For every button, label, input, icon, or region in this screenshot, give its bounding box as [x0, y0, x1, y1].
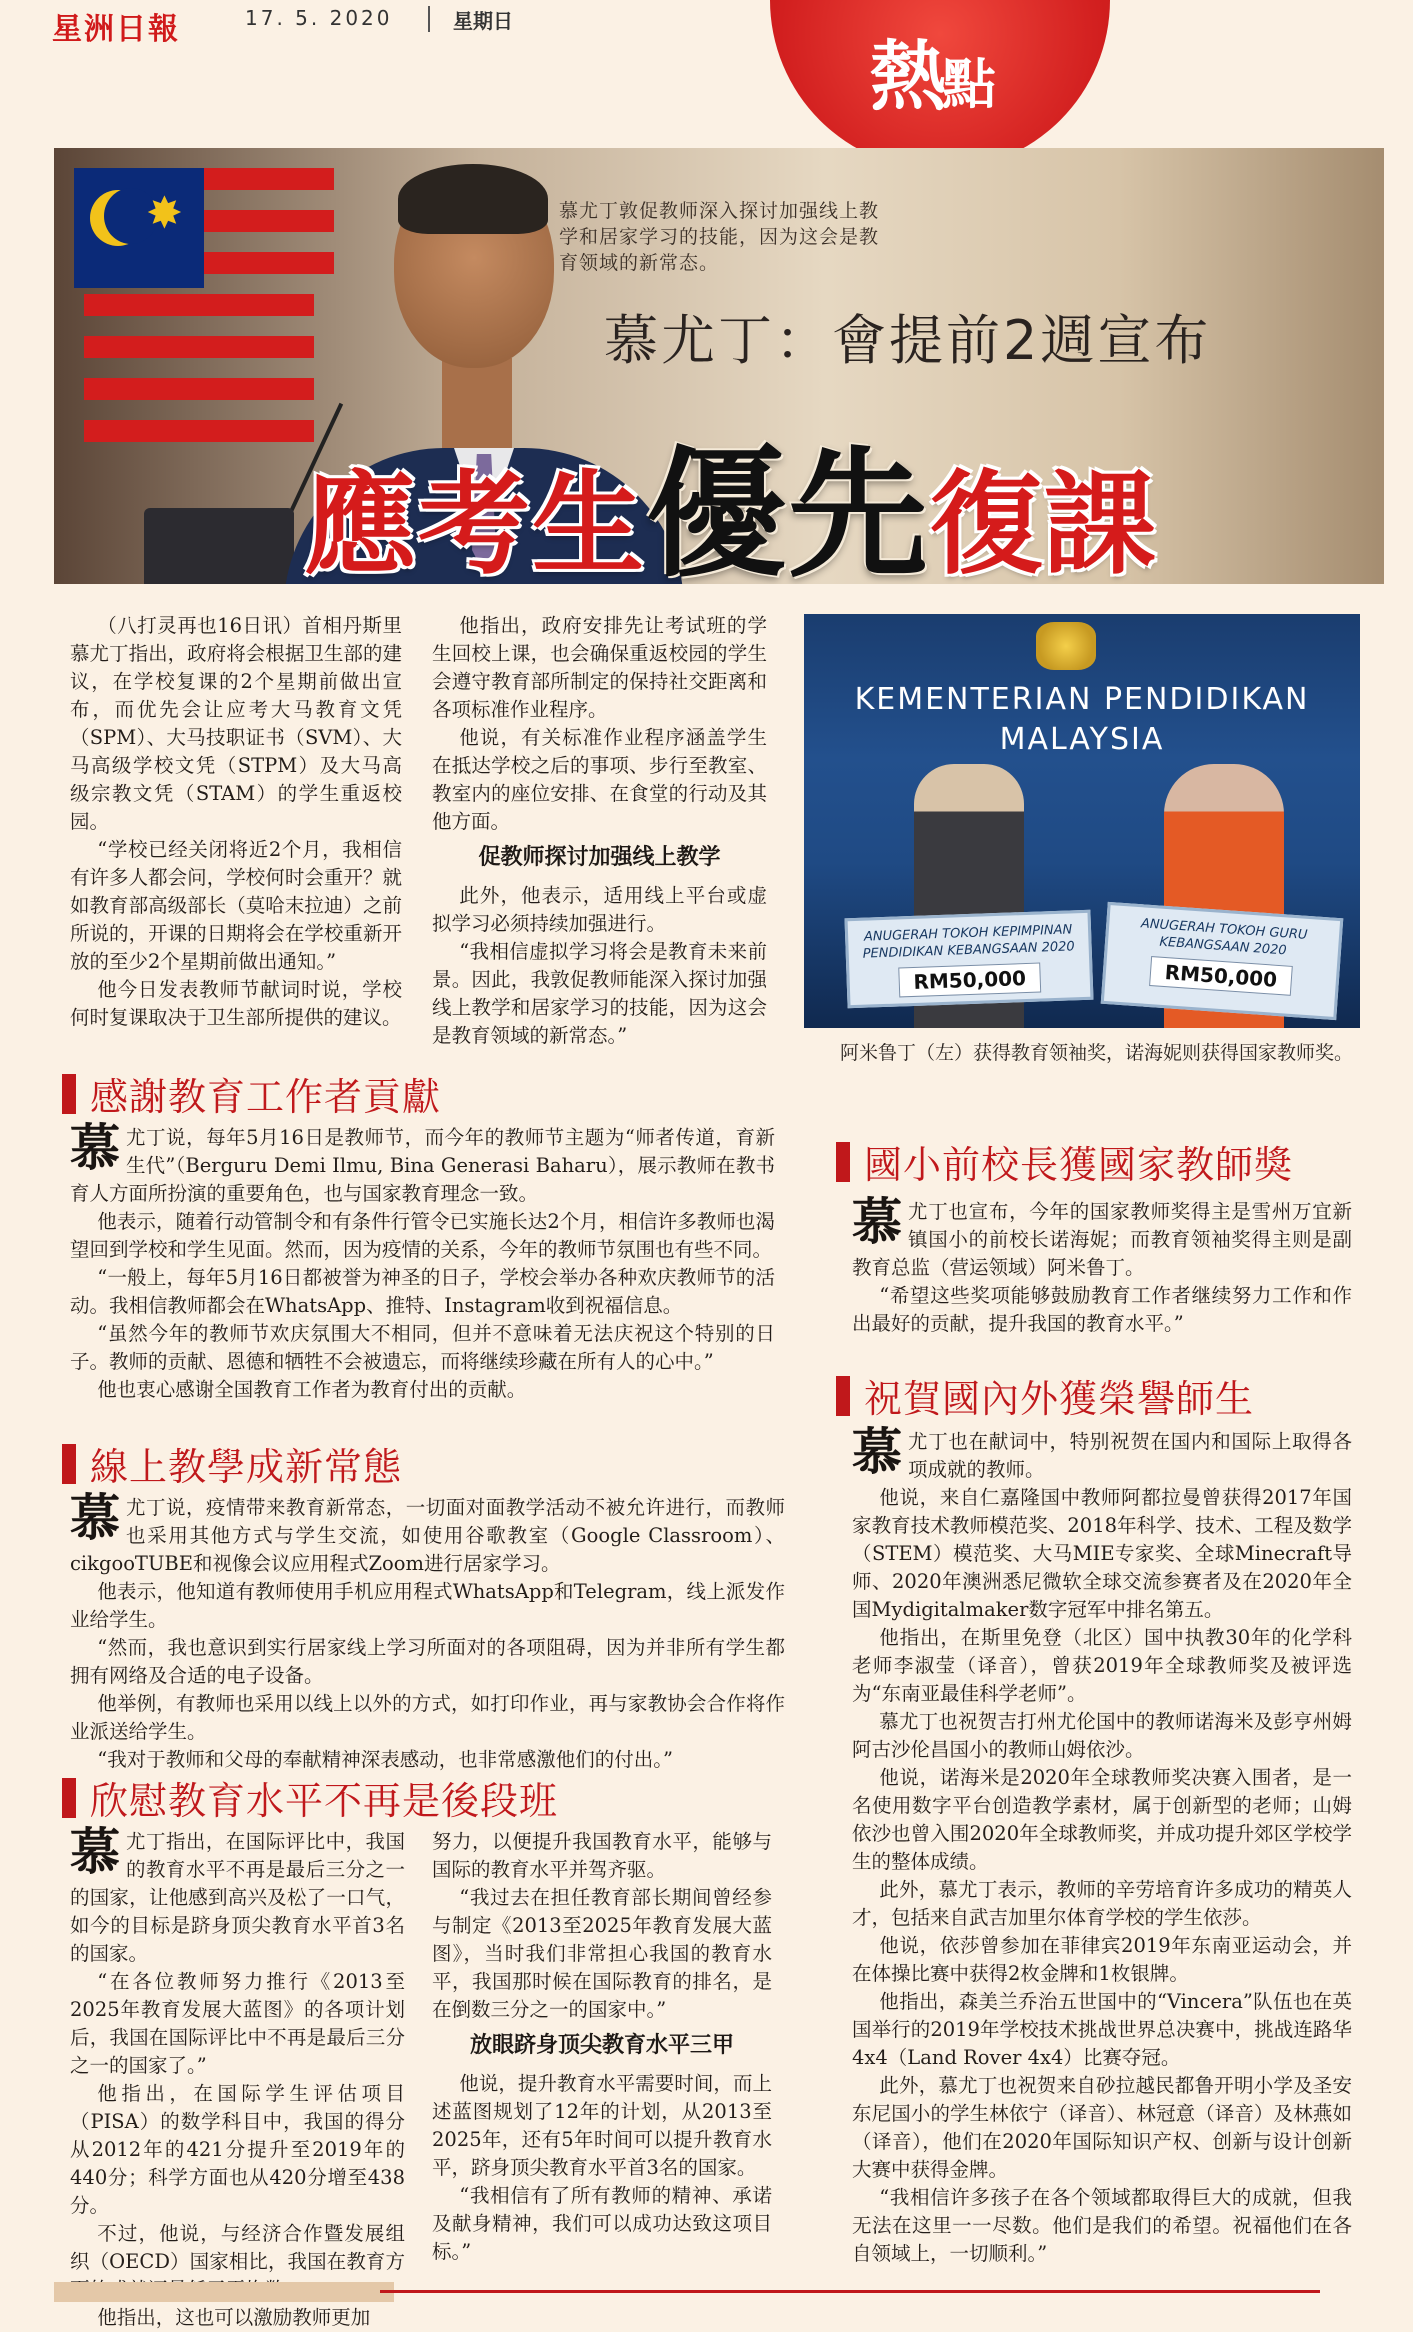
hero-subtitle: 慕尤丁：會提前2週宣布	[604, 309, 1212, 372]
section-body-congrats	[852, 1422, 1352, 2268]
award-board-amount: RM50,000	[1149, 956, 1293, 996]
subheading: 放眼跻身顶尖教育水平三甲	[469, 2033, 734, 2058]
paragraph: “学校已经关闭将近2个月，我相信有许多人都会问，学校何时会重开？就如教育部高级部长（莫哈末拉迪）之前所说的，开课的日期将会在学校重新开放的至少2个星期前做出通知。”	[70, 838, 402, 973]
footer-rule	[380, 2290, 1320, 2293]
paragraph	[70, 1488, 785, 1578]
headline	[304, 403, 1158, 584]
section-title: 欣慰教育水平不再是後段班	[90, 1779, 559, 1823]
section-marker	[62, 1778, 76, 1818]
section-marker	[836, 1142, 850, 1182]
photo-caption: 阿米鲁丁（左）获得教育领袖奖，诺海妮则获得国家教师奖。	[840, 1042, 1354, 1064]
paragraph: 他指出，在斯里免登（北区）国中执教30年的化学科老师李淑莹（译音），曾获2019年全球教师奖及被评选为“东南亚最佳科学老师”。	[852, 1626, 1352, 1705]
paragraph	[70, 1822, 405, 1968]
flag-stripe	[84, 294, 314, 316]
paragraph-text: 尤丁指出，在国际评比中，我国的教育水平不再是最后三分之一的国家，让他感到高兴及松了一口气，如今的目标是跻身顶尖教育水平首3名的国家。	[70, 1830, 405, 1965]
section-badge-label	[870, 16, 992, 125]
headline-part-1: 應考生	[304, 460, 646, 584]
paragraph: 此外，他表示，适用线上平台或虚拟学习必须持续加强进行。	[432, 884, 767, 935]
paragraph: “一般上，每年5月16日都被誉为神圣的日子，学校会举办各种欢庆教师节的活动。我相信教师都会在WhatsApp、推特、Instagram收到祝福信息。	[70, 1266, 775, 1317]
section-marker	[62, 1074, 76, 1114]
paragraph: 他今日发表教师节献词时说，学校何时复课取决于卫生部所提供的建议。	[70, 978, 402, 1029]
paragraph-text: 尤丁说，疫情带来教育新常态，一切面对面教学活动不被允许进行，而教师也采用其他方式与学生交流，如使用谷歌教室（Google Classroom）、cikgooTUBE和视像会议应用程式Zoom进行居家学习。	[70, 1496, 785, 1575]
section-title: 感謝教育工作者貢獻	[90, 1075, 442, 1119]
section-heading-congrats	[836, 1368, 1254, 1423]
paragraph-text: 尤丁说，每年5月16日是教师节，而今年的教师节主题为“师者传道，育新生代”（Berguru Demi Ilmu, Bina Generasi Baharu），展示教师在教书育人方面所扮演的重要角色，也与国家教育理念一致。	[70, 1126, 775, 1205]
lead-column-1	[70, 612, 402, 1032]
lead-column-2	[432, 612, 767, 1050]
section-title: 祝賀國內外獲榮譽師生	[864, 1377, 1255, 1421]
paragraph: 他指出，这也可以激励教师更加	[97, 2306, 371, 2329]
paragraph: 他指出，在国际学生评估项目（PISA）的数学科目中，我国的得分从2012年的421分提升至2019年的440分；科学方面也从420分增至438分。	[70, 2082, 405, 2217]
paragraph-text: 尤丁也宣布，今年的国家教师奖得主是雪州万宜新镇国小的前校长诺海妮；而教育领袖奖得主则是副教育总监（营运领域）阿米鲁丁。	[852, 1200, 1352, 1279]
section-body-thanks	[70, 1118, 775, 1404]
headline-brush: 優先	[646, 433, 931, 584]
section-title: 國小前校長獲國家教師獎	[864, 1143, 1294, 1187]
flag-stripe	[204, 210, 334, 232]
section-heading-level	[62, 1770, 558, 1825]
subheading: 促教师探讨加强线上教学	[478, 845, 721, 870]
speaker-hair	[398, 164, 548, 234]
paragraph: “在各位教师努力推行《2013至2025年教育发展大蓝图》的各项计划后，我国在国际评比中不再是最后三分之一的国家了。”	[70, 1970, 405, 2077]
paragraph	[70, 1118, 775, 1208]
paragraph: 他说，有关标准作业程序涵盖学生在抵达学校之后的事项、步行至教室、教室内的座位安排、在食堂的行动及其他方面。	[432, 726, 767, 833]
flag-stripe	[84, 420, 314, 442]
section-badge-small: 點	[942, 53, 992, 116]
award-board-title: ANUGERAH TOKOH GURU KEBANGSAAN 2020	[1140, 916, 1308, 959]
flag-stripe	[204, 252, 334, 274]
paragraph: “希望这些奖项能够鼓励教育工作者继续努力工作和作出最好的贡献，提升我国的教育水平。”	[852, 1284, 1352, 1335]
award-board-amount: RM50,000	[898, 963, 1041, 998]
header-divider	[428, 6, 430, 32]
paragraph: “我对于教师和父母的奉献精神深表感动，也非常感激他们的付出。”	[97, 1748, 673, 1771]
section-badge-main: 熱	[870, 32, 942, 121]
paragraph: “然而，我也意识到实行居家线上学习所面对的各项阻碍，因为并非所有学生都拥有网络及合适的电子设备。	[70, 1636, 785, 1687]
paragraph	[852, 1422, 1352, 1484]
paragraph: 他指出，政府安排先让考试班的学生回校上课，也会确保重返校园的学生会遵守教育部所制定的保持社交距离和各项标准作业程序。	[432, 614, 767, 721]
paragraph: 他说，依莎曾参加在菲律宾2019年东南亚运动会，并在体操比赛中获得2枚金牌和1枚银牌。	[852, 1934, 1352, 1985]
paragraph: 他也衷心感谢全国教育工作者为教育付出的贡献。	[97, 1378, 527, 1401]
section-title: 線上教學成新常態	[90, 1445, 403, 1489]
hero-caption: 慕尤丁敦促教师深入探讨加强线上教学和居家学习的技能，因为这会是教育领域的新常态。	[559, 200, 880, 274]
photo-banner	[804, 680, 1360, 760]
drop-cap: 慕	[70, 1118, 120, 1177]
paragraph: “我相信许多孩子在各个领域都取得巨大的成就，但我无法在这里一一尽数。他们是我们的希望。祝福他们在各自领域上，一切顺利。”	[852, 2186, 1352, 2265]
paragraph: 努力，以便提升我国教育水平，能够与国际的教育水平并驾齐驱。	[432, 1830, 772, 1881]
section-marker	[62, 1444, 76, 1484]
drop-cap: 慕	[852, 1422, 902, 1481]
section-heading-thanks	[62, 1066, 441, 1121]
section-body-level-col2	[432, 1828, 772, 2266]
section-marker	[836, 1376, 850, 1416]
issue-weekday: 星期日	[453, 9, 513, 33]
banner-line-1: KEMENTERIAN PENDIDIKAN	[854, 682, 1310, 717]
paragraph: “虽然今年的教师节欢庆氛围大不相同，但并不意味着无法庆祝这个特别的日子。教师的贡献、恩德和牺牲不会被遗忘，而将继续珍藏在所有人的心中。”	[70, 1322, 775, 1373]
drop-cap: 慕	[70, 1488, 120, 1547]
section-body-online	[70, 1488, 785, 1774]
paragraph: 他表示，随着行动管制令和有条件行管令已实施长达2个月，相信许多教师也渴望回到学校和学生见面。然而，因为疫情的关系，今年的教师节氛围也有些不同。	[70, 1210, 775, 1261]
paragraph	[852, 1192, 1352, 1282]
award-photo	[804, 614, 1360, 1028]
issue-date: 17. 5. 2020	[245, 6, 393, 30]
masthead-logo: 星洲日報	[52, 12, 180, 47]
award-board-1	[845, 910, 1094, 1009]
award-board-title: ANUGERAH TOKOH KEPIMPINAN PENDIDIKAN KEBANGSAAN 2020	[862, 922, 1075, 962]
section-body-level-col1	[70, 1822, 405, 2332]
paragraph: 不过，他说，与经济合作暨发展组织（OECD）国家相比，我国在教育方	[70, 2222, 405, 2273]
paragraph: 此外，慕尤丁也祝贺来自砂拉越民都鲁开明小学及圣安东尼国小的学生林依宁（译音）、林冠意（译音）及林燕如（译音），他们在2020年国际知识产权、创新与设计创新大赛中获得金牌。	[852, 2074, 1352, 2181]
hero-banner	[54, 148, 1384, 584]
paragraph: “我相信虚拟学习将会是教育未来前景。因此，我敦促教师能深入探讨加强线上教学和居家学习的技能，因为这会是教育领域的新常态。”	[432, 940, 767, 1047]
paragraph-text: 尤丁也在献词中，特别祝贺在国内和国际上取得各项成就的教师。	[908, 1430, 1352, 1481]
section-heading-principal	[836, 1134, 1293, 1189]
paragraph: “我相信有了所有教师的精神、承诺及献身精神，我们可以成功达致这项目标。”	[432, 2184, 772, 2263]
flag-star-icon: ✸	[146, 188, 183, 239]
paragraph: 此外，慕尤丁表示，教师的辛劳培育许多成功的精英人才，包括来自武吉加里尔体育学校的学生依莎。	[852, 1878, 1352, 1929]
flag-stripe	[204, 168, 334, 190]
footer-bar	[54, 2282, 394, 2302]
section-heading-online	[62, 1436, 402, 1491]
paragraph: （八打灵再也16日讯）首相丹斯里慕尤丁指出，政府将会根据卫生部的建议，在学校复课的2个星期前做出宣布，而优先会让应考大马教育文凭（SPM）、大马技职证书（SVM）、大马高级学校文凭（STPM）及大马高级宗教文凭（STAM）的学生重返校园。	[70, 614, 402, 833]
award-board-2	[1101, 902, 1344, 1020]
paragraph: 他举例，有教师也采用以线上以外的方式，如打印作业，再与家教协会合作将作业派送给学生。	[70, 1692, 785, 1743]
flag-stripe	[84, 336, 314, 358]
flag-stripe	[84, 378, 314, 400]
banner-line-2: MALAYSIA	[999, 722, 1165, 757]
paragraph: 他说，诺海米是2020年全球教师奖决赛入围者，是一名使用数字平台创造教学素材，属于创新型的老师；山姆依沙也曾入围2020年全球教师奖，并成功提升郊区学校学生的整体成绩。	[852, 1766, 1352, 1873]
section-body-principal	[852, 1192, 1352, 1338]
crest-icon	[1036, 622, 1096, 670]
drop-cap: 慕	[852, 1192, 902, 1251]
drop-cap: 慕	[70, 1822, 120, 1881]
paragraph: 他表示，他知道有教师使用手机应用程式WhatsApp和Telegram，线上派发作业给学生。	[70, 1580, 785, 1631]
paragraph: 他说，提升教育水平需要时间，而上述蓝图规划了12年的计划，从2013至2025年，还有5年时间可以提升教育水平，跻身顶尖教育水平首3名的国家。	[432, 2072, 772, 2179]
paragraph: 他指出，森美兰乔治五世国中的“Vincera”队伍也在英国举行的2019年学校技术挑战世界总决赛中，挑战连路华4x4（Land Rover 4x4）比赛夺冠。	[852, 1990, 1352, 2069]
paragraph: 他说，来自仁嘉隆国中教师阿都拉曼曾获得2017年国家教育技术教师模范奖、2018年科学、技术、工程及数学（STEM）模范奖、大马MIE专家奖、全球Minecraft导师、2020年澳洲悉尼微软全球交流参赛者及在2020年全国Mydigitalmaker数字冠军中排名第五。	[852, 1486, 1352, 1621]
paragraph: 慕尤丁也祝贺吉打州尤伦国中的教师诺海米及彭亨州姆阿古沙伦昌国小的教师山姆依沙。	[852, 1710, 1352, 1761]
podium	[144, 508, 294, 584]
paragraph: “我过去在担任教育部长期间曾经参与制定《2013至2025年教育发展大蓝图》，当时我们非常担心我国的教育水平，我国那时候在国际教育的排名，是在倒数三分之一的国家中。”	[432, 1886, 772, 2021]
headline-part-2: 復課	[930, 460, 1159, 584]
